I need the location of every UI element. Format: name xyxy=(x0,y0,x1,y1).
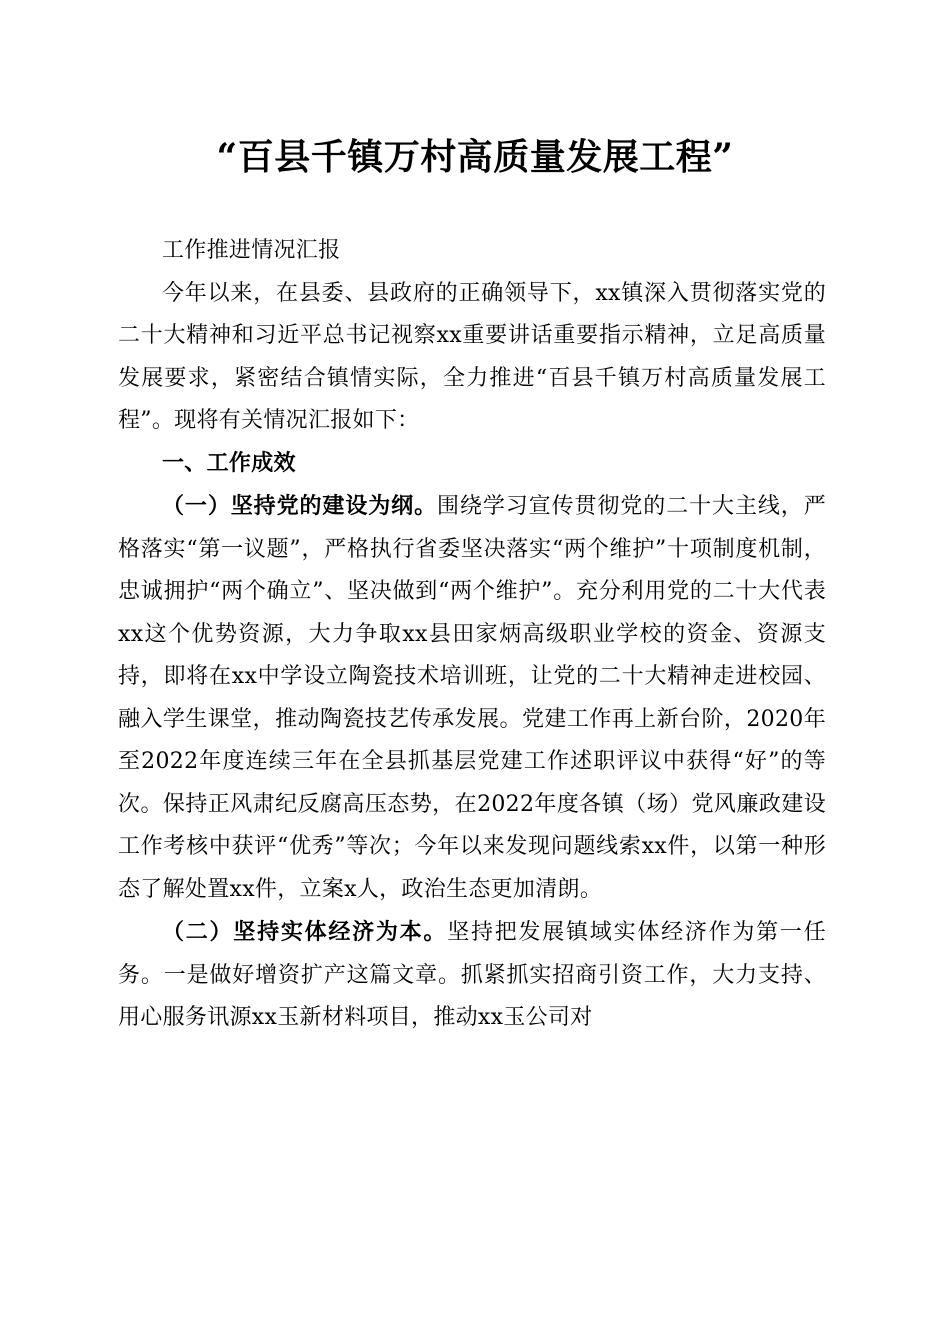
report-subtitle: 工作推进情况汇报 xyxy=(162,238,341,263)
paragraph-text: 坚持把发展镇域实体经济作为第一任务。一是做好增资扩产这篇文章。抓紧抓实招商引资工作，大力支持、用心服务讯源xx玉新材料项目，推动xx玉公司对 xyxy=(118,920,826,1030)
paragraph-party-building xyxy=(118,485,826,911)
section-heading: 一、工作成效 xyxy=(162,450,296,476)
intro-paragraph: 今年以来，在县委、县政府的正确领导下，xx镇深入贯彻落实党的二十大精神和习近平总书记视察xx重要讲话重要指示精神，立足高质量发展要求，紧密结合镇情实际，全力推进“百县千镇万村高质量发展工程”。现将有关情况汇报如下： xyxy=(118,280,826,433)
paragraph-lead: （一）坚持党的建设为纲。 xyxy=(162,493,438,519)
document-body xyxy=(118,230,826,1040)
paragraph-real-economy xyxy=(118,911,826,1040)
paragraph-lead: （二）坚持实体经济为本。 xyxy=(162,919,448,945)
paragraph-text: 围绕学习宣传贯彻党的二十大主线，严格落实“第一议题”，严格执行省委坚决落实“两个维护”十项制度机制，忠诚拥护“两个确立”、坚决做到“两个维护”。充分利用党的二十大代表xx这个优势资源，大力争取xx县田家炳高级职业学校的资金、资源支持，即将在xx中学设立陶瓷技术培训班，让党的二十大精神走进校园、融入学生课堂，推动陶瓷技艺传承发展。党建工作再上新台阶，2020年至2022年度连续三年在全县抓基层党建工作述职评议中获得“好”的等次。保持正风肃纪反腐高压态势，在2022年度各镇（场）党风廉政建设工作考核中获评“优秀”等次；今年以来发现问题线索xx件，以第一种形态了解处置xx件，立案x人，政治生态更加清朗。 xyxy=(118,494,826,902)
document-title: “百县千镇万村高质量发展工程” xyxy=(216,136,734,178)
